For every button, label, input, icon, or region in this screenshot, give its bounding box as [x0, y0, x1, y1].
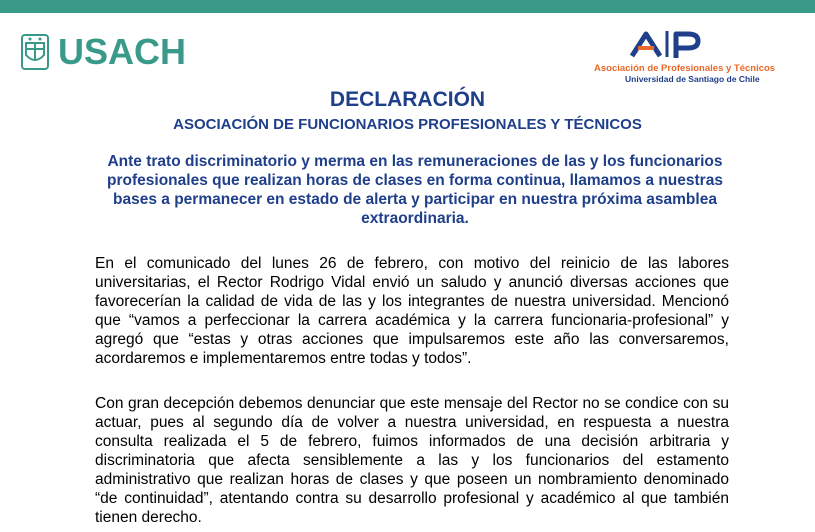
ap-logo-university: Universidad de Santiago de Chile — [625, 74, 760, 84]
ap-logo-name: Asociación de Profesionales y Técnicos — [594, 63, 776, 74]
document-subtitle: ASOCIACIÓN DE FUNCIONARIOS PROFESIONALES Y TÉCNICOS — [173, 116, 642, 133]
usach-logo-text: USACH — [58, 31, 187, 72]
usach-crest-icon — [20, 33, 50, 71]
document-title: DECLARACIÓN — [329, 88, 486, 111]
body-paragraph-2: Con gran decepción debemos denunciar que este mensaje del Rector no se condice con su actuar, pues al segundo día de volver a nuestra universidad, en respuesta a nuestra consulta realizada el 5 de febrero, fuimos informados de una decisión arbitraria y discriminatoria que afecta sensiblemente a las y los funcionarios del estamento administrativo que realizan horas de clases y que poseen un nombramiento denominado “de continuidad”, atentando contra su desarrollo profesional y académico al que también tienen derecho. — [95, 395, 729, 526]
top-color-bar — [0, 0, 815, 13]
usach-logo — [20, 33, 186, 71]
body-paragraph-1: En el comunicado del lunes 26 de febrero, con motivo del reinicio de las labores universitarias, el Rector Rodrigo Vidal envió un saludo y anunció diversas acciones que favorecerían la calidad de vida de las y los integrantes de nuestra universidad. Mencionó que “vamos a perfeccionar la carrera académica y la carrera funcionaria-profesional” y agregó que “estas y otras acciones que impulsaremos este año las conversaremos, acordaremos e implementaremos entre todas y todos”. — [95, 255, 729, 367]
lead-statement: Ante trato discriminatorio y merma en las remuneraciones de las y los funcionarios profesionales que realizan horas de clases en forma continua, llamamos a nuestras bases a permanecer en estado de alerta y participar en nuestra próxima asamblea extraordinaria. — [107, 153, 723, 227]
